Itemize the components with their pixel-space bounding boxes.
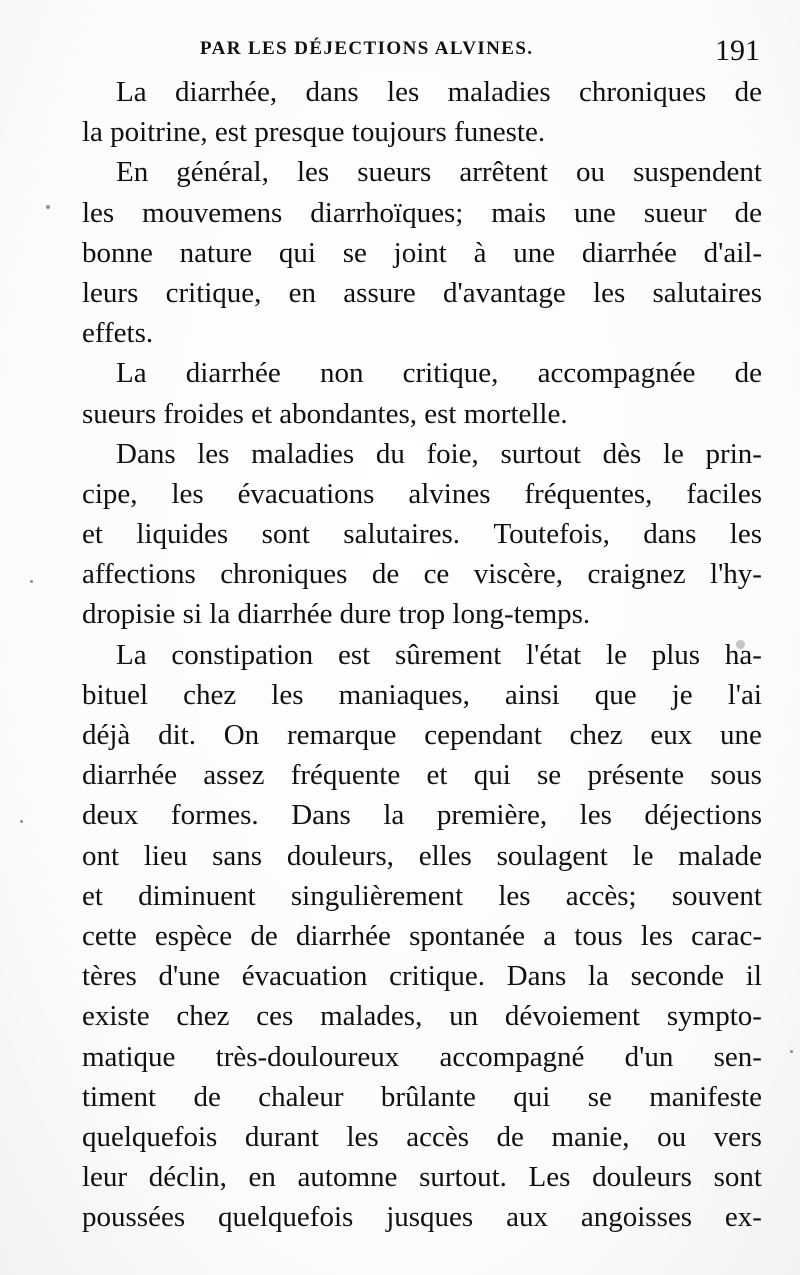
print-speck [736,640,745,649]
print-speck [46,205,50,209]
page-header [200,34,760,66]
text-line: et diminuent singulièrement les accès; souvent [82,879,762,912]
text-line: deux formes. Dans la première, les déjections [82,799,762,832]
text-line: la poitrine, est presque toujours funeste. [82,116,546,149]
text-line: La diarrhée, dans les maladies chroniques de [116,76,762,108]
text-line: poussées quelquefois jusques aux angoisses ex- [82,1201,762,1234]
text-line: déjà dit. On remarque cependant chez eux une [82,719,762,751]
text-line: cette espèce de diarrhée spontanée a tous les carac- [82,919,762,952]
text-line: matique très-douloureux accompagné d'un sen- [82,1040,762,1073]
text-line: sueurs froides et abondantes, est mortelle. [82,397,568,430]
page-number: 191 [715,34,760,67]
text-line: effets. [82,317,154,350]
text-line: tères d'une évacuation critique. Dans la seconde il [82,960,762,993]
text-line: diarrhée assez fréquente et qui se présente sous [82,759,762,792]
print-speck [20,820,23,823]
text-line: leur déclin, en automne surtout. Les douleurs sont [82,1161,762,1194]
text-line: existe chez ces malades, un dévoiement sympto- [82,1000,762,1033]
print-speck [790,1050,793,1053]
text-line: timent de chaleur brûlante qui se manifeste [82,1080,762,1113]
text-line: En général, les sueurs arrêtent ou suspendent [116,156,762,189]
text-line: ont lieu sans douleurs, elles soulagent le malade [82,839,762,872]
text-line: La diarrhée non critique, accompagnée de [116,357,762,390]
text-line: La constipation est sûrement l'état le plus ha- [116,638,762,671]
text-line: cipe, les évacuations alvines fréquentes, faciles [82,477,762,510]
text-line: les mouvemens diarrhoïques; mais une sueur de [82,196,762,229]
text-line: quelquefois durant les accès de manie, ou vers [82,1120,762,1153]
text-line: dropisie si la diarrhée dure trop long-temps. [82,598,591,631]
body-text [82,72,762,1237]
print-speck [30,580,33,583]
running-head: PAR LES DÉJECTIONS ALVINES. [200,38,534,59]
text-line: leurs critique, en assure d'avantage les salutaires [82,276,762,309]
text-line: Dans les maladies du foie, surtout dès le prin- [116,437,762,470]
text-line: et liquides sont salutaires. Toutefois, dans les [82,518,762,551]
text-line: affections chroniques de ce viscère, craignez l'hy- [82,558,762,591]
text-line: bonne nature qui se joint à une diarrhée d'ail- [82,236,762,269]
text-line: bituel chez les maniaques, ainsi que je l'ai [82,678,762,711]
